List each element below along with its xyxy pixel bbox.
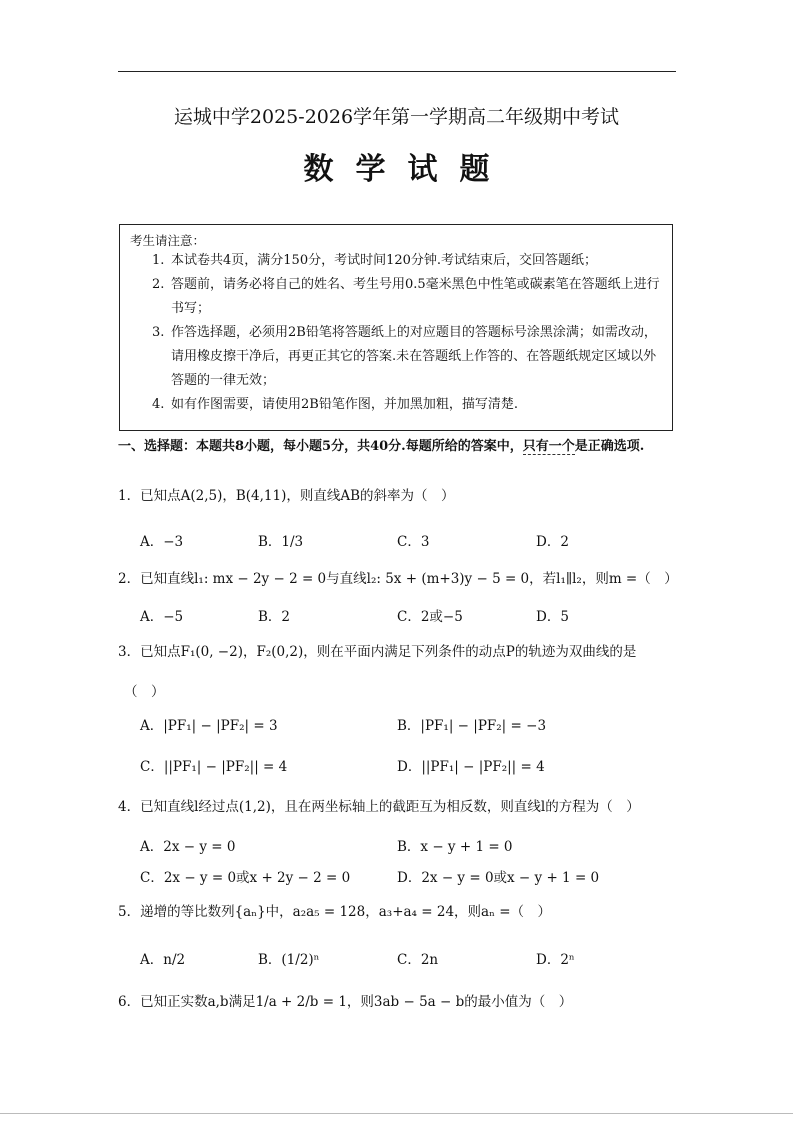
item-number: 3. [152,325,165,340]
option-d: D．5 [536,609,569,625]
option-d: D．2 [536,534,569,550]
option-c: C．3 [397,534,430,550]
option-b: B．|PF₁| − |PF₂| = −3 [397,718,547,734]
item-number: 4. [152,397,165,412]
question-2: 2．已知直线l₁: mx − 2y − 2 = 0与直线l₂: 5x + (m+3)y − 5 = 0，若l₁∥l₂，则m =（ ） [118,571,678,587]
option-a: A．|PF₁| − |PF₂| = 3 [140,718,278,734]
question-4: 4．已知直线l经过点(1,2)，且在两坐标轴上的截距互为相反数，则直线l的方程为（ ） [118,799,640,815]
section-text: 一、选择题：本题共8小题，每小题5分，共40分.每题所给的答案中， [118,439,523,454]
option-c: C．2n [397,952,439,968]
option-c: C．2x − y = 0或x + 2y − 2 = 0 [140,870,351,886]
question-1: 1．已知点A(2,5)，B(4,11)，则直线AB的斜率为（ ） [118,488,455,504]
item-number: 2. [152,277,165,292]
notice-heading: 考生请注意： [130,233,206,248]
school-header: 运城中学2025-2026学年第一学期高二年级期中考试 [173,106,620,128]
question-3: 3．已知点F₁(0, −2)，F₂(0,2)，则在平面内满足下列条件的动点P的轨迹为双曲线的是 [118,644,637,660]
section-text: 是正确选项. [574,439,645,454]
section-heading [118,436,678,458]
question-6: 6．已知正实数a,b满足1/a + 2/b = 1，则3ab − 5a − b的最小值为（ ） [118,994,573,1010]
option-d: D．2ⁿ [536,952,575,968]
notice-item [152,273,662,321]
item-number: 1. [152,253,165,268]
option-b: B．1/3 [258,534,304,550]
notice-item [152,393,662,417]
option-a: A．−5 [140,609,184,625]
item-text: 本试卷共4页，满分150分，考试时间120分钟.考试结束后，交回答题纸； [171,253,598,268]
option-c: C．2或−5 [397,609,463,625]
item-text: 作答选择题，必须用2B铅笔将答题纸上的对应题目的答题标号涂黑涂满；如需改动，请用橡皮擦干净后，再更正其它的答案.未在答题纸上作答的、在答题纸规定区域以外答题的一律无效； [171,325,657,388]
question-5: 5．递增的等比数列{aₙ}中，a₂a₅ = 128，a₃+a₄ = 24，则aₙ =（ ） [118,904,552,920]
page-title: 数学试题 [303,152,512,187]
option-a: A．2x − y = 0 [140,839,236,855]
item-text: 答题前，请务必将自己的姓名、考生号用0.5毫米黑色中性笔或碳素笔在答题纸上进行书写； [171,277,660,316]
option-b: B．2 [258,609,291,625]
page-bottom-border [0,1113,793,1114]
option-d: D．||PF₁| − |PF₂|| = 4 [397,759,545,775]
option-a: A．−3 [140,534,184,550]
option-a: A．n/2 [140,952,186,968]
answer-paren: （ ） [124,684,165,700]
top-rule [118,71,676,72]
item-text: 如有作图需要，请使用2B铅笔作图，并加黑加粗，描写清楚. [171,397,518,412]
option-c: C．||PF₁| − |PF₂|| = 4 [140,759,288,775]
option-b: B．(1/2)ⁿ [258,952,320,968]
notice-box [119,224,673,431]
notice-item [152,249,662,273]
option-d: D．2x − y = 0或x − y + 1 = 0 [397,870,600,886]
section-emphasis: 只有一个 [522,439,575,454]
option-b: B．x − y + 1 = 0 [397,839,513,855]
notice-item [152,321,662,393]
